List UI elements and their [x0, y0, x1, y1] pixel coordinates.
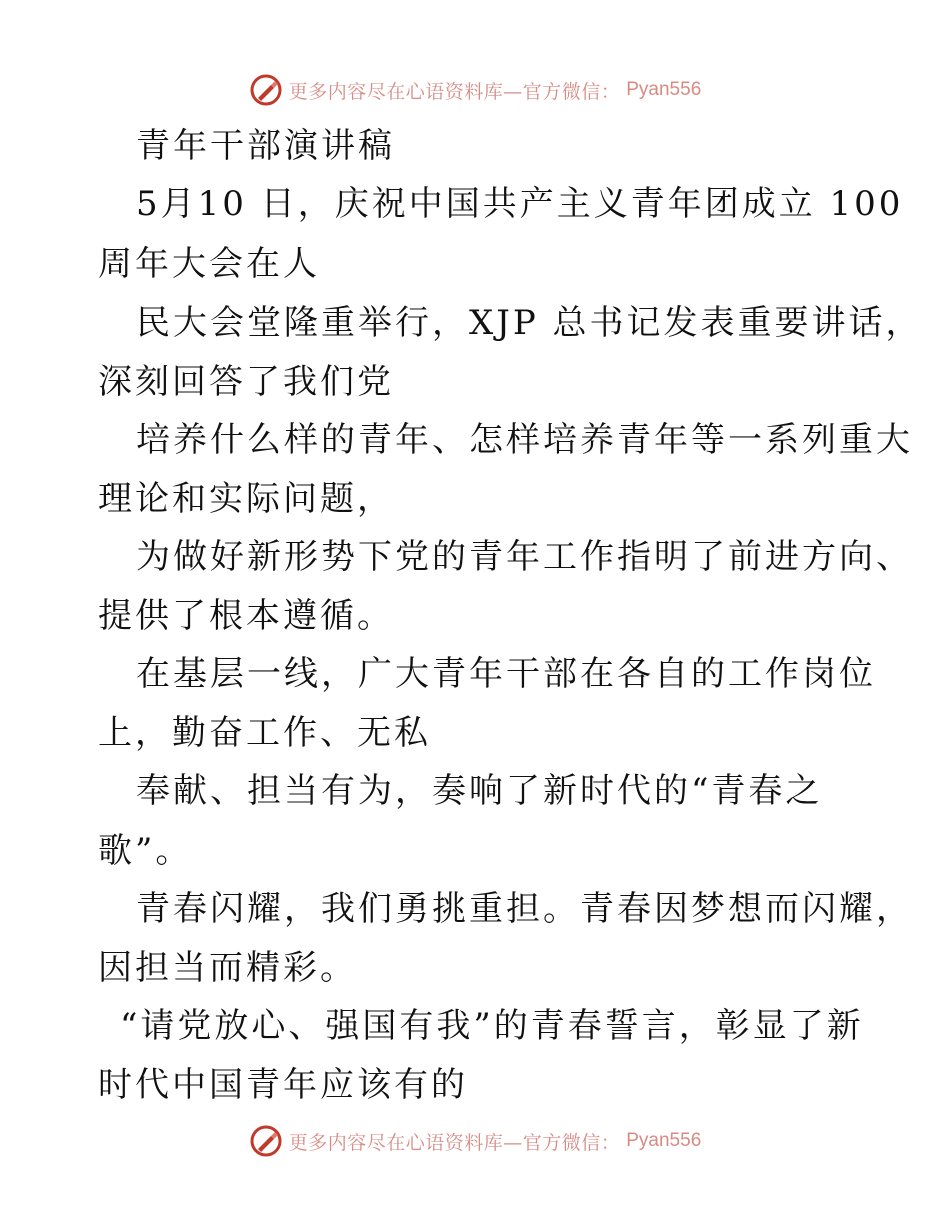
paragraph-line: 深刻回答了我们党: [98, 362, 394, 402]
paragraph-line: 为做好新形势下党的青年工作指明了前进方向、: [136, 537, 913, 577]
footer-watermark-text: 更多内容尽在心语资料库—官方微信：: [288, 1131, 621, 1154]
paragraph-line: 歌”。: [98, 831, 193, 871]
paragraph-line: 在基层一线，广大青年干部在各自的工作岗位: [136, 654, 876, 694]
document-title: 青年干部演讲稿: [136, 126, 395, 166]
pen-logo-icon: [249, 73, 283, 107]
paragraph-line: “请党放心、强国有我”的青春誓言，彰显了新: [120, 1006, 864, 1046]
paragraph-line: 5月10 日，庆祝中国共产主义青年团成立 100: [136, 184, 904, 224]
footer-watermark: [0, 1121, 950, 1161]
footer-watermark-id: Pyan556: [626, 1130, 702, 1151]
header-watermark-text: 更多内容尽在心语资料库—官方微信：: [288, 80, 621, 103]
paragraph-line: 提供了根本遵循。: [98, 596, 394, 636]
header-watermark: [0, 70, 950, 110]
paragraph-line: 因担当而精彩。: [98, 948, 357, 988]
header-watermark-id: Pyan556: [626, 79, 702, 100]
paragraph-line: 民大会堂隆重举行，XJP 总书记发表重要讲话，: [136, 303, 923, 343]
paragraph-line: 青春闪耀，我们勇挑重担。青春因梦想而闪耀，: [136, 889, 913, 929]
paragraph-line: 理论和实际问题，: [98, 479, 394, 519]
pen-logo-icon: [249, 1124, 283, 1158]
paragraph-line: 奉献、担当有为，奏响了新时代的“青春之: [136, 771, 823, 811]
paragraph-line: 上，勤奋工作、无私: [98, 713, 431, 753]
paragraph-line: 周年大会在人: [98, 244, 320, 284]
paragraph-line: 培养什么样的青年、怎样培养青年等一系列重大: [136, 420, 913, 460]
paragraph-line: 时代中国青年应该有的: [98, 1065, 468, 1105]
